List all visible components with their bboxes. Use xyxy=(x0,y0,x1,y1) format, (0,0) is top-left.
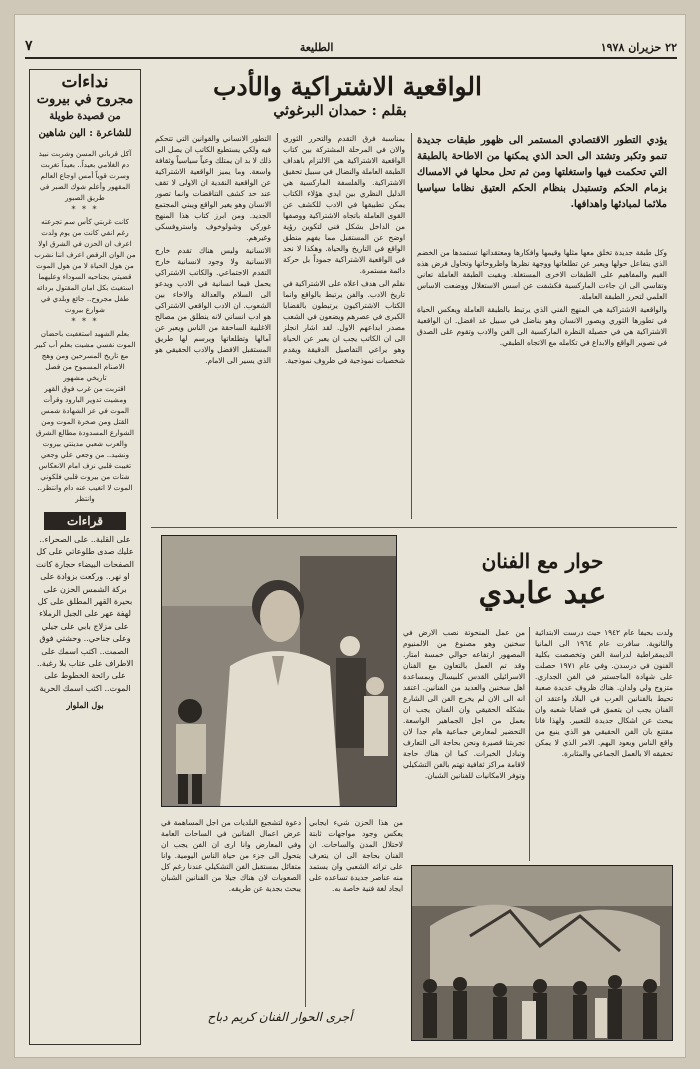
poem-title xyxy=(34,74,136,142)
article-headline: الواقعية الاشتراكية والأدب xyxy=(213,72,482,101)
poem-sidebar xyxy=(29,69,141,1045)
poem-title-line2: مجروح في بيروت xyxy=(36,92,134,107)
article-byline: بقلم : حمدان البرغوثي xyxy=(273,103,407,119)
interview-col-middle xyxy=(403,627,525,861)
monument-photo-art xyxy=(411,866,672,1041)
interview-col-left-top xyxy=(309,817,403,1007)
interview-heading xyxy=(415,547,670,613)
interview-paragraph: دعوة لتشجيع البلديات من اجل المساهمة في عرض اعمال الفنانين في الساحات العامة وفي المعارض وانا ارى ان الفن يجب ان يتحول الى جزء من حياة الناس اليومية. وانا متفائل بمستقبل الفن التشكيلي عندنا رغم كل الصعوبات لان هناك جيلا من الفنانين الشبان يبحث بجدية عن طريقه. xyxy=(161,818,301,893)
artist-photo xyxy=(161,535,397,807)
poem-stanza-3: بعلم الشهيد استغفيت باحضان الموت نفسي مشيت بعلم أب كبير مع تاريخ المسرحين ومن وهج الاصنام المسموح من فصل تاريخي مشهور xyxy=(34,329,136,382)
artist-photo-art xyxy=(161,536,396,807)
article-paragraph: بمناسبة فرق التقدم والتحرر الثوري والان في المرحلة المشتركة بين كتاب الواقعية الاشتراكية هي الالتزام باهداف الطبقة العاملة والنضال في سبيل تحقيق الاشتراكية. والفلسفة الماركسية هي الدليل النظري بين ايدي هؤلاء الكتاب يمكن تطبيقها في الادب للكشف عن القوى العاملة باتجاه الاشتراكية ووصفها من الداخل بشكل فني لتكوين رؤية اوضح عن المستقبل مما يفهم منطق الواقع في التاريخ والحياة. وهكذا لا نجد في الواقعية الاشتراكية جموداً بل حركة دائمة مستمرة. xyxy=(283,134,405,275)
article-paragraph: التطور الانساني والقوانين التي تتحكم فيه ولكي يستطيع الكاتب ان يصل الى ذلك لا بد ان يمتلك وعياً سياسياً وثقافة واسعة. وما يميز الواقعية الاشتراكية عن الواقعية النقدية ان الاولى لا تقف عند حد كشف التناقضات وانما تصور الانسان وهو يغير الواقع ويبني المجتمع الجديد. ومن ابرز كتاب هذا المنهج غوركي وشولوخوف واستروفسكي وغيرهم. xyxy=(155,134,271,242)
issue-date: ٢٢ حزيران ١٩٧٨ xyxy=(600,41,677,54)
article-col-middle xyxy=(283,133,405,519)
column-divider xyxy=(529,627,530,861)
column-divider xyxy=(305,817,306,1007)
poem-author: للشاعرة : الين شاهين xyxy=(38,128,132,139)
interview-caption: أجرى الحوار الفنان كريم دباح xyxy=(207,1010,353,1024)
poem-stanza-5: ونشيد.. من وجعي علي وجعي تغيبت قلبي نزف امام الانعكاس شتات من بيروت قلبي فلكوني الموت لا اتغيب عنه دام وانتظر.. وانتظر xyxy=(37,450,133,503)
interview-col-right xyxy=(535,627,673,861)
poem-stanza-1: آكل قرباني المسن وشربت نبيذ دم الغلامي بعيداً.. بعيداً تغربت وسرت قوياً أمس اوجاع العالم المقهور وأعلم شوك الصبر في طريق الصبور xyxy=(38,149,132,202)
article-paragraph: الانسانية وليس هناك تقدم خارج الانسانية ولا وجود لانسانية خارج التقدم الاجتماعي. والكاتب الاشتراكي يحمل قيما انسانية في الادب ويدعو الى السلام والعدالة والاخاء بين الشعوب. ان الادب الواقعي الاشتراكي هو ادب انساني لانه ينطلق من مصالح الاغلبية الساحقة من الناس ويعبر عن آمالها وتطلعاتها ويرسم لها طريق المستقبل الافضل والادب الحقيقي هو الذي يسير الى الامام. xyxy=(155,246,271,365)
masthead xyxy=(25,37,677,59)
interview-paragraph: من عمل المنحوتة نصب الارض في سخنين وهو مصنوع من الالمنيوم المصهور ارتفاعه حوالي خمسة امتار. وقد تم العمل بالتعاون مع الفنان الاسرائيلي القدس كلبيسال وبمساعدة اهل سخنين والعديد من الفنانين. اعتقد انه الى الان لم يخرج الفن الى الشارع بشكله الحقيقي وان الفنان يجب ان يعمل من اجل الجماهير الواسعة. التحضير لمعارض جماعية هام جدا لان تجربتنا قصيرة ونحن بحاجة الى التعارف وتبادل الخبرات. كما ان هناك حاجة لاقامة مراكز ثقافية تهتم بالفن التشكيلي وتوفر الامكانيات للفنانين الشبان. xyxy=(403,628,525,780)
interview-paragraph: من هذا الحزن شيء ايجابي يعكس وجود مواجهات ثابتة لاحتلال المدن والساحات. ان الفنان بحاجة الى ان يتعرف على تراثه الشعبي وان يستمد منه عناصر جديدة تساعده على ايجاد لغة فنية خاصة به. xyxy=(309,818,403,893)
page-number: ٧ xyxy=(25,38,33,54)
article-paragraph: نقلم الى هدف اعلاه على الاشتراكية في تاريخ الادب. والفن يرتبط بالواقع وانما الكتاب الاشتراكيون يرتبطون بالقضايا الكبرى في عصرهم ويضعون في الشعب مصدر ابداعهم الاول. لقد اشار انجلز الى ان الكاتب يجب ان يعبر عن الحياة وهو يراعي التفاصيل الدقيقة ويقدم شخصيات نموذجية في ظروف نموذجية. xyxy=(283,279,405,365)
qiraat-header: قراءات xyxy=(44,512,126,530)
paper-name: الطليعة xyxy=(299,41,334,54)
stanza-separator: * * * xyxy=(71,317,99,326)
article-paragraph: وكل طبقة جديدة تخلق معها مثلها وقيمها وافكارها ومعتقداتها تستمدها من الخضم الذي يتفاعل حولها ويعبر عن تطلعاتها ووجهة نظرها واطروحاتها وتحاول فرض هذه القيم والمفاهيم على الطبقات الاخرى المستغلة. وبقيت الطبقة العاملة تعاني وتقاسي الى ان جاءت الماركسية فكشفت عن اسس الاستغلال ووضعت الاساس العلمي لتحرر الطبقة العاملة. xyxy=(417,248,667,301)
interview-paragraph: ولدت بحيفا عام ١٩٤٢ حيث درست الابتدائية والثانوية. سافرت عام ١٩٦٤ الى المانيا الديمقراطية لدراسة الفن وتخصصت بكلية الفنون في درسدن. وفي عام ١٩٧١ حصلت على شهادة الماجستير في الفن الجداري. متزوج ولي ولدان. هناك ظروف عديدة صعبة تحيط بالفنانين العرب في البلاد واعتقد ان الفنان يجب ان يتعمق في قضايا شعبه وان يبحث عن اشكال جديدة للتعبير. ولهذا فانا مقتنع بان الفن الحقيقي هو الذي ينبع من واقع الناس ويعود اليهم. الامر الذي لا يمكن تحقيقه الا بالعمل الجماعي والمثابرة. xyxy=(535,628,673,758)
interview-col-left-bottom xyxy=(161,817,301,1007)
column-divider xyxy=(277,133,278,519)
poem-title-line3: من قصيدة طويلة xyxy=(49,111,121,122)
poem-stanza-2: كانت غربتي كأس سم تجرعته رغم انفي كانت من يوم ولدت اعرف ان الحزن في الشرق اولا من الوان الرفض اعرف اننا نشرب من هول الحياة لا من هول الموت قضيتي بجناحيه السوداء وعليهما استغيث بكل امان المقتول بردائه طفل مجروح.. جائع وبلدي في شوارع بيروت xyxy=(34,217,136,314)
interview-heading-line1: حوار مع الفنان xyxy=(481,549,604,573)
stanza-separator: * * * xyxy=(71,205,99,214)
article-lead: يؤدي التطور الاقتصادي المستمر الى ظهور طبقات جديدة تنمو وتكبر وتشتد الى الحد الذي يمكنها من الاطاحة بالطبقة التي تحكمت فيها واستغلتها ومن ثم تحل محلها في الامساك بزمام الحكم وتستبدل بنظام الحكم العتيق نظاما سياسيا ملائما لمبادئها واهدافها. xyxy=(417,135,667,210)
qiraat-poem: على القلبة.. على الصحراء.. عليك صدى طلوعاتي على كل الصفحات البيضاء حجارة كانت او نهر.. وركعت بزوادة على بركة الشمس الحزن على بحيرة القهر المطلق على كل لهفة عهر على الجبل الرملاء على مزلاج بابي على جيلي وعلى جناحي.. وحشتي فوق الصمت.. اكتب اسمك على الاطراف على عتاب بلا رغبة.. على رائحة الخطوط على الموت.. اكتب اسمك الحرية xyxy=(36,535,134,693)
poem-stanza-4: اقتربت من غرب فوق القهر ومشيت تدوير البارود وقرأت الموت في عز الشهادة شمس القتل ومن صخرة الموت ومن الشوارع المسدودة مطالع الشرق والعرب شعبي مدينتي بيروت xyxy=(36,384,134,448)
article-col-left xyxy=(155,133,271,519)
newspaper-page xyxy=(14,14,686,1058)
article-col-right xyxy=(417,247,667,519)
article-paragraph: والواقعية الاشتراكية هي المنهج الفني الذي يرتبط بالطبقة العاملة ويعكس الحياة في تطورها الثوري ويصور الانسان وهو يناضل في سبيل غد افضل. ان الواقعية الاشتراكية هي في حصيلة النظرة الماركسية الى الفن والادب وتقوم على الصدق في تصوير الواقع والابداع في تكامله مع الاتجاه الطبقي. xyxy=(417,305,667,347)
interview-heading-artist: عبد عابدي xyxy=(478,576,607,611)
poem-title-line1: نداءات xyxy=(61,72,109,92)
section-divider xyxy=(151,527,677,528)
monument-photo xyxy=(411,865,673,1041)
qiraat-signature: بول الملوار xyxy=(66,700,104,711)
column-divider xyxy=(411,133,412,519)
